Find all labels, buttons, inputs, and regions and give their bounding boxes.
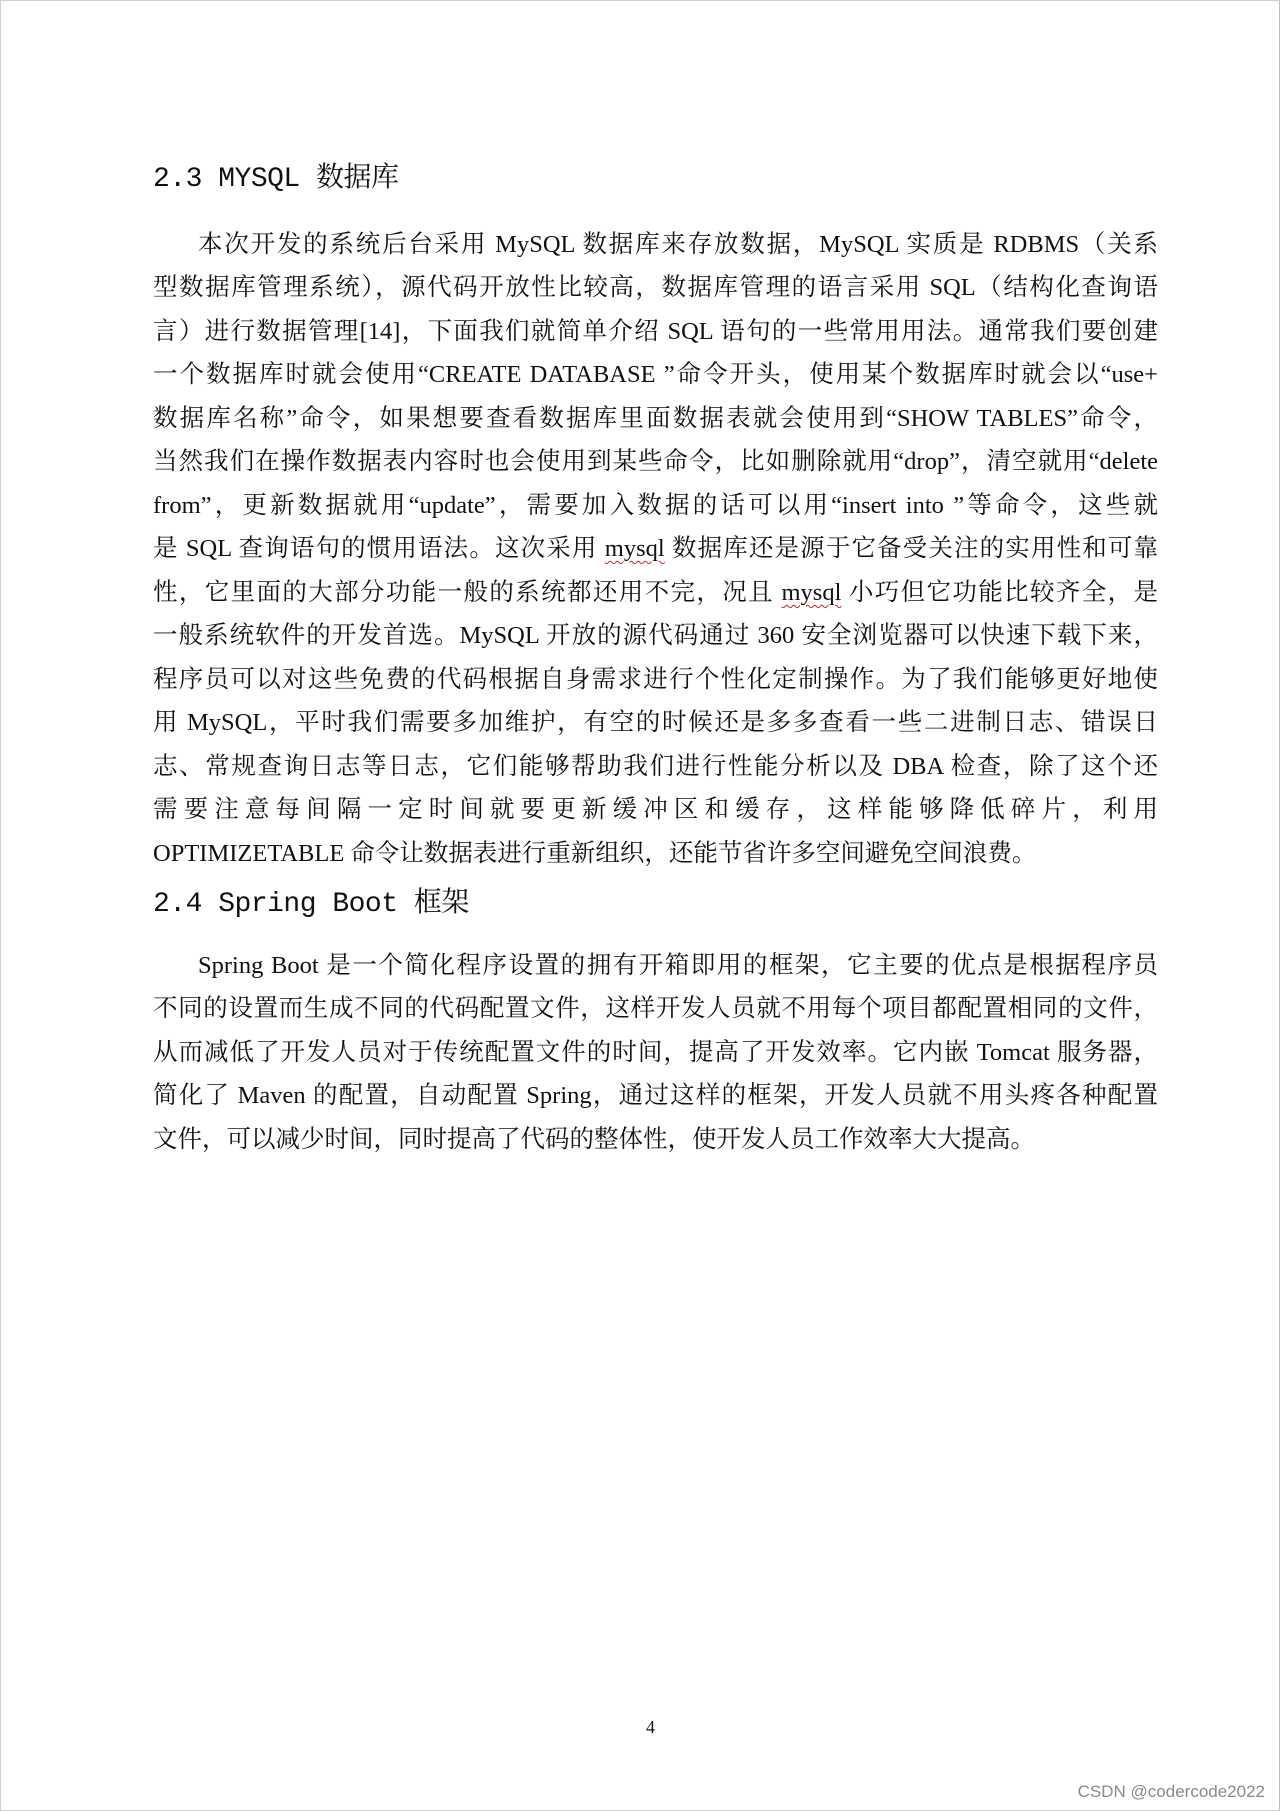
text-line: OPTIMIZETABLE 命令让数据表进行重新组织，还能节省许多空间避免空间浪费。 <box>153 840 1037 867</box>
text-line: Spring Boot 是一个简化程序设置的拥有开箱即用的框架，它主要的优点是根据程序员 <box>198 952 1158 979</box>
text-line: 型数据库管理系统），源代码开放性比较高，数据库管理的语言采用 SQL（结构化查询语 <box>153 274 1158 301</box>
text-line: 程序员可以对这些免费的代码根据自身需求进行个性化定制操作。为了我们能够更好地使 <box>153 666 1158 693</box>
text-line: 志、常规查询日志等日志，它们能够帮助我们进行性能分析以及 DBA 检查，除了这个还 <box>153 753 1158 780</box>
text-line: 本次开发的系统后台采用 MySQL 数据库来存放数据，MySQL 实质是 RDBMS（关系 <box>198 231 1158 258</box>
text-line: 需要注意每间隔一定时间就要更新缓冲区和缓存，这样能够降低碎片，利用 <box>153 796 1158 823</box>
text-span: 是 SQL 查询语句的惯用语法。这次采用 <box>153 535 605 562</box>
text-line: 言）进行数据管理[14]，下面我们就简单介绍 SQL 语句的一些常用用法。通常我们要创建 <box>153 318 1158 345</box>
text-line: from”，更新数据就用“update”，需要加入数据的话可以用“insert into ”等命令，这些就 <box>153 492 1158 519</box>
page-number: 4 <box>646 1717 655 1737</box>
section-heading-mysql: 2.3 MYSQL 数据库 <box>153 164 399 195</box>
spellcheck-underlined-word: mysql <box>604 535 665 562</box>
watermark: CSDN @codercode2022 <box>1077 1782 1265 1801</box>
text-line: 文件，可以减少时间，同时提高了代码的整体性，使开发人员工作效率大大提高。 <box>153 1126 1035 1153</box>
text-line: 用 MySQL，平时我们需要多加维护，有空的时候还是多多查看一些二进制日志、错误日 <box>153 709 1158 736</box>
text-line: 一个数据库时就会使用“CREATE DATABASE ”命令开头，使用某个数据库时就会以“use+ <box>153 361 1158 388</box>
text-span: 性，它里面的大部分功能一般的系统都还用不完，况且 <box>153 579 782 606</box>
text-span: 小巧但它功能比较齐全，是 <box>841 579 1158 606</box>
text-line <box>153 534 1158 564</box>
text-line: 简化了 Maven 的配置，自动配置 Spring，通过这样的框架，开发人员就不用头疼各种配置 <box>153 1082 1158 1109</box>
section-heading-spring-boot: 2.4 Spring Boot 框架 <box>153 889 469 920</box>
text-line: 数据库名称”命令，如果想要查看数据库里面数据表就会使用到“SHOW TABLES”命令， <box>153 405 1158 432</box>
text-line: 当然我们在操作数据表内容时也会使用到某些命令，比如删除就用“drop”，清空就用“delete <box>153 448 1158 475</box>
text-line <box>153 578 1158 608</box>
text-span: 数据库还是源于它备受关注的实用性和可靠 <box>664 535 1158 562</box>
text-line: 一般系统软件的开发首选。MySQL 开放的源代码通过 360 安全浏览器可以快速下载下来， <box>153 622 1158 649</box>
text-line: 从而减低了开发人员对于传统配置文件的时间，提高了开发效率。它内嵌 Tomcat 服务器， <box>153 1039 1158 1066</box>
spellcheck-underlined-word: mysql <box>781 579 842 606</box>
text-line: 不同的设置而生成不同的代码配置文件，这样开发人员就不用每个项目都配置相同的文件， <box>153 995 1158 1022</box>
